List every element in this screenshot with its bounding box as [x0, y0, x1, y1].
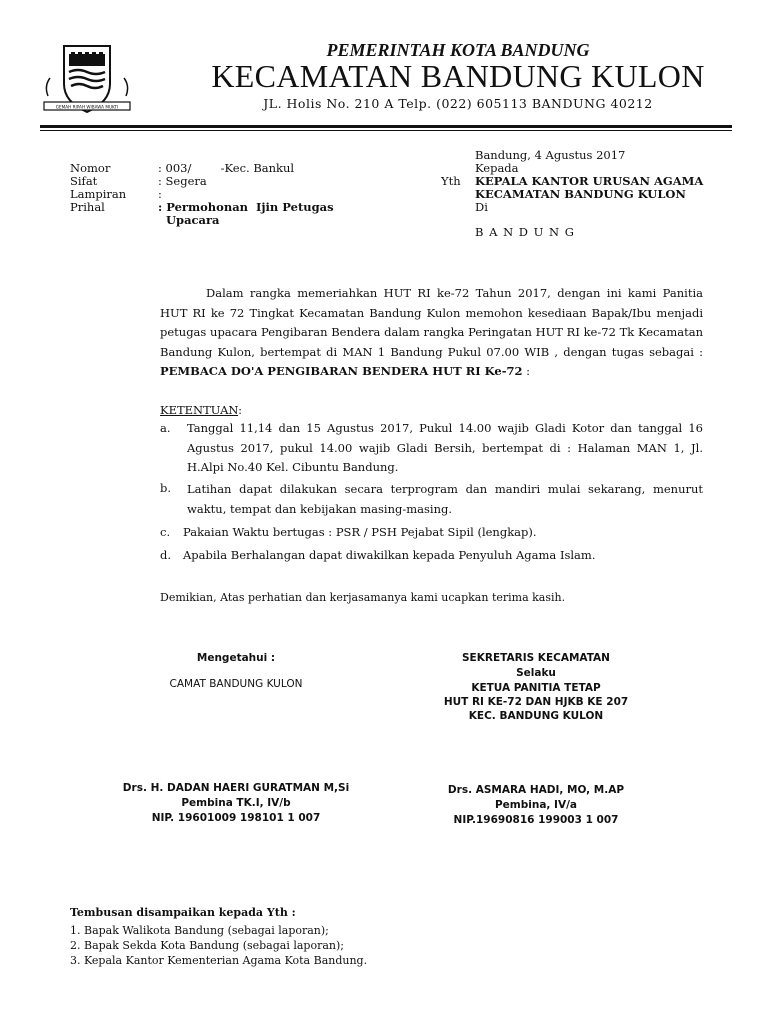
government-name: PEMERINTAH KOTA BANDUNG — [326, 40, 590, 60]
item-b-mark: b. — [160, 481, 172, 495]
letterhead-rule-thin — [40, 130, 732, 131]
item-b-text: Latihan dapat dilakukan secara terprogram dan mandiri mulai sekarang, menurut waktu, tempat dan kebijakan masing-masing. — [187, 482, 703, 516]
letterhead-rule-thick — [40, 125, 732, 128]
item-d-mark: d. — [160, 548, 172, 562]
item-a-mark: a. — [160, 421, 171, 435]
logo-motto: GEMAH RIPAH WIBAWA MUKTI — [55, 104, 119, 110]
left-signer-rank: Pembina TK.I, IV/b — [181, 797, 291, 809]
nomor-label: Nomor — [70, 161, 111, 175]
tembusan-item-3: 3. Kepala Kantor Kementerian Agama Kota Bandung. — [70, 954, 368, 967]
duty-title: PEMBACA DO'A PENGIBARAN BENDERA HUT RI Ke-72 — [160, 364, 523, 378]
office-name: KECAMATAN BANDUNG KULON — [211, 58, 705, 94]
item-d-text: Apabila Berhalangan dapat diwakilkan kepada Penyuluh Agama Islam. — [183, 548, 596, 562]
prihal-value: : Permohonan Ijin Petugas — [158, 200, 334, 214]
left-sign-title: CAMAT BANDUNG KULON — [169, 678, 303, 690]
right-signer-name: Drs. ASMARA HADI, MO, M.AP — [447, 784, 625, 796]
office-address: JL. Holis No. 210 A Telp. (022) 605113 BANDUNG 40212 — [263, 96, 653, 111]
letter-date: Bandung, 4 Agustus 2017 — [475, 148, 626, 162]
right-sign-line4: HUT RI KE-72 DAN HJKB KE 207 — [443, 696, 629, 708]
recipient-city: B A N D U N G — [475, 225, 575, 239]
di-label: Di — [475, 200, 488, 214]
right-sign-line5: KEC. BANDUNG KULON — [468, 710, 604, 722]
item-a-text: Tanggal 11,14 dan 15 Agustus 2017, Pukul 14.00 wajib Gladi Kotor dan tanggal 16 Agustus 2017, pukul 14.00 wajib Gladi Bersih, bertempat di : Halaman MAN 1, Jl. H.Alpi No.40 Kel. Cibuntu Bandung. — [187, 421, 703, 474]
lampiran-label: Lampiran — [70, 187, 127, 201]
item-c-text: Pakaian Waktu bertugas : PSR / PSH Pejabat Sipil (lengkap). — [183, 525, 537, 539]
tembusan-heading: Tembusan disampaikan kepada Yth : — [70, 906, 296, 919]
lampiran-value: : — [158, 187, 162, 201]
sifat-value: : Segera — [158, 174, 207, 188]
ketentuan-label: KETENTUAN — [160, 403, 239, 417]
body-text: Dalam rangka memeriahkan HUT RI ke-72 Tahun 2017, dengan ini kami Panitia HUT RI ke 72 Tingkat Kecamatan Bandung Kulon memohon kesediaan Bapak/Ibu menjadi petugas upacara Pengibaran Bendera dalam rangka Peringatan HUT RI ke-72 Tk Kecamatan Bandung Kulon, bertempat di MAN 1 Bandung Pukul 07.00 WIB , dengan tugas sebagai : — [160, 286, 703, 359]
sifat-label: Sifat — [70, 174, 98, 188]
mengetahui-label: Mengetahui : — [196, 652, 276, 664]
kepada-label: Kepada — [475, 161, 519, 175]
tembusan-item-1: 1. Bapak Walikota Bandung (sebagai laporan); — [70, 924, 329, 937]
yth-label: Yth — [441, 174, 461, 188]
recipient-line2: KECAMATAN BANDUNG KULON — [475, 187, 686, 201]
body-end: : — [522, 364, 531, 378]
nomor-value: : 003/ -Kec. Bankul — [158, 161, 295, 175]
city-logo — [40, 40, 134, 120]
recipient-line1: KEPALA KANTOR URUSAN AGAMA — [475, 174, 704, 188]
right-sign-line1: SEKRETARIS KECAMATAN — [462, 652, 610, 664]
right-signer-rank: Pembina, IV/a — [494, 799, 578, 811]
body-paragraph — [160, 284, 703, 382]
right-signer-nip: NIP.19690816 199003 1 007 — [453, 814, 619, 826]
right-sign-line2: Selaku — [516, 667, 556, 679]
tembusan-item-2: 2. Bapak Sekda Kota Bandung (sebagai laporan); — [70, 939, 344, 952]
ketentuan-heading: KETENTUAN: — [160, 403, 242, 417]
left-signer-nip: NIP. 19601009 198101 1 007 — [151, 812, 321, 824]
left-signer-name: Drs. H. DADAN HAERI GURATMAN M,Si — [122, 782, 350, 794]
closing-sentence: Demikian, Atas perhatian dan kerjasamanya kami ucapkan terima kasih. — [160, 591, 566, 604]
right-sign-line3: KETUA PANITIA TETAP — [471, 682, 601, 694]
prihal-label: Prihal — [70, 200, 105, 214]
prihal-value-cont: Upacara — [166, 213, 220, 227]
item-c-mark: c. — [160, 525, 171, 539]
